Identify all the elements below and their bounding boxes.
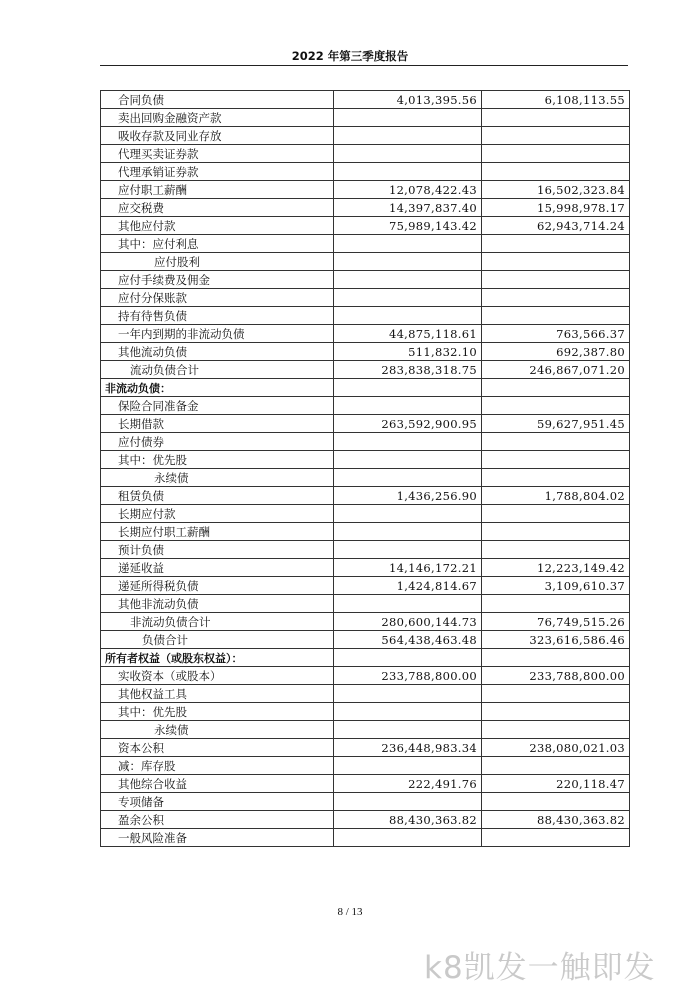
current-period-value — [334, 271, 482, 289]
current-period-value — [334, 235, 482, 253]
row-label: 应付职工薪酬 — [101, 181, 334, 199]
current-period-value — [334, 433, 482, 451]
row-label: 其他综合收益 — [101, 775, 334, 793]
current-period-value — [334, 127, 482, 145]
current-period-value: 222,491.76 — [334, 775, 482, 793]
table-row — [101, 109, 630, 127]
prior-period-value: 62,943,714.24 — [482, 217, 630, 235]
row-label: 专项储备 — [101, 793, 334, 811]
prior-period-value: 59,627,951.45 — [482, 415, 630, 433]
table-row — [101, 811, 630, 829]
prior-period-value — [482, 145, 630, 163]
table-row — [101, 631, 630, 649]
table-row — [101, 559, 630, 577]
prior-period-value: 233,788,800.00 — [482, 667, 630, 685]
current-period-value — [334, 505, 482, 523]
current-period-value — [334, 253, 482, 271]
current-period-value — [334, 721, 482, 739]
row-label: 负债合计 — [101, 631, 334, 649]
table-row — [101, 721, 630, 739]
table-row — [101, 505, 630, 523]
table-row — [101, 469, 630, 487]
current-period-value — [334, 469, 482, 487]
current-period-value — [334, 595, 482, 613]
current-period-value: 12,078,422.43 — [334, 181, 482, 199]
table-row — [101, 181, 630, 199]
row-label: 长期应付职工薪酬 — [101, 523, 334, 541]
current-period-value — [334, 451, 482, 469]
current-period-value: 1,424,814.67 — [334, 577, 482, 595]
row-label: 长期应付款 — [101, 505, 334, 523]
current-period-value — [334, 307, 482, 325]
prior-period-value — [482, 235, 630, 253]
table-row — [101, 253, 630, 271]
row-label: 所有者权益（或股东权益）： — [101, 649, 334, 667]
watermark-text: k8凯发一触即发 — [424, 950, 656, 986]
prior-period-value: 15,998,978.17 — [482, 199, 630, 217]
prior-period-value — [482, 649, 630, 667]
prior-period-value: 12,223,149.42 — [482, 559, 630, 577]
table-row — [101, 829, 630, 847]
report-title: 2022 年第三季度报告 — [291, 49, 409, 63]
table-row — [101, 235, 630, 253]
row-label: 实收资本（或股本） — [101, 667, 334, 685]
current-period-value: 236,448,983.34 — [334, 739, 482, 757]
current-period-value: 1,436,256.90 — [334, 487, 482, 505]
prior-period-value — [482, 433, 630, 451]
row-label: 卖出回购金融资产款 — [101, 109, 334, 127]
table-row — [101, 685, 630, 703]
current-period-value: 88,430,363.82 — [334, 811, 482, 829]
current-period-value: 4,013,395.56 — [334, 91, 482, 109]
section-header-row — [101, 649, 630, 667]
table-row — [101, 325, 630, 343]
table-row — [101, 91, 630, 109]
balance-sheet-body — [101, 91, 630, 847]
prior-period-value — [482, 793, 630, 811]
row-label: 持有待售负债 — [101, 307, 334, 325]
prior-period-value — [482, 685, 630, 703]
row-label: 保险合同准备金 — [101, 397, 334, 415]
table-row — [101, 577, 630, 595]
row-label: 流动负债合计 — [101, 361, 334, 379]
prior-period-value — [482, 595, 630, 613]
row-label: 代理承销证券款 — [101, 163, 334, 181]
current-period-value: 75,989,143.42 — [334, 217, 482, 235]
table-row — [101, 163, 630, 181]
prior-period-value: 16,502,323.84 — [482, 181, 630, 199]
table-row — [101, 433, 630, 451]
row-label: 代理买卖证券款 — [101, 145, 334, 163]
prior-period-value — [482, 757, 630, 775]
current-period-value: 14,397,837.40 — [334, 199, 482, 217]
current-period-value — [334, 703, 482, 721]
prior-period-value — [482, 505, 630, 523]
row-label: 合同负债 — [101, 91, 334, 109]
current-period-value — [334, 163, 482, 181]
table-row — [101, 703, 630, 721]
table-row — [101, 739, 630, 757]
row-label: 非流动负债： — [101, 379, 334, 397]
table-row — [101, 361, 630, 379]
table-row — [101, 343, 630, 361]
table-row — [101, 145, 630, 163]
balance-sheet-table — [100, 90, 630, 847]
current-period-value: 233,788,800.00 — [334, 667, 482, 685]
prior-period-value: 763,566.37 — [482, 325, 630, 343]
row-label: 预计负债 — [101, 541, 334, 559]
prior-period-value — [482, 451, 630, 469]
prior-period-value — [482, 523, 630, 541]
table-row — [101, 667, 630, 685]
current-period-value: 280,600,144.73 — [334, 613, 482, 631]
table-row — [101, 217, 630, 235]
current-period-value: 263,592,900.95 — [334, 415, 482, 433]
prior-period-value: 246,867,071.20 — [482, 361, 630, 379]
table-row — [101, 487, 630, 505]
row-label: 吸收存款及同业存放 — [101, 127, 334, 145]
prior-period-value — [482, 379, 630, 397]
prior-period-value — [482, 271, 630, 289]
prior-period-value — [482, 127, 630, 145]
prior-period-value — [482, 829, 630, 847]
table-row — [101, 775, 630, 793]
prior-period-value — [482, 469, 630, 487]
prior-period-value: 88,430,363.82 — [482, 811, 630, 829]
current-period-value — [334, 829, 482, 847]
prior-period-value: 3,109,610.37 — [482, 577, 630, 595]
section-header-row — [101, 379, 630, 397]
row-label: 资本公积 — [101, 739, 334, 757]
current-period-value — [334, 793, 482, 811]
table-row — [101, 757, 630, 775]
row-label: 非流动负债合计 — [101, 613, 334, 631]
current-period-value — [334, 289, 482, 307]
prior-period-value — [482, 703, 630, 721]
prior-period-value — [482, 397, 630, 415]
table-row — [101, 523, 630, 541]
prior-period-value — [482, 307, 630, 325]
prior-period-value — [482, 109, 630, 127]
row-label: 其他非流动负债 — [101, 595, 334, 613]
row-label: 永续债 — [101, 469, 334, 487]
current-period-value — [334, 541, 482, 559]
prior-period-value: 238,080,021.03 — [482, 739, 630, 757]
current-period-value: 44,875,118.61 — [334, 325, 482, 343]
table-row — [101, 289, 630, 307]
header-divider — [100, 65, 628, 66]
current-period-value: 283,838,318.75 — [334, 361, 482, 379]
current-period-value: 14,146,172.21 — [334, 559, 482, 577]
current-period-value: 564,438,463.48 — [334, 631, 482, 649]
table-row — [101, 541, 630, 559]
current-period-value — [334, 109, 482, 127]
prior-period-value: 692,387.80 — [482, 343, 630, 361]
prior-period-value — [482, 163, 630, 181]
row-label: 其他应付款 — [101, 217, 334, 235]
prior-period-value: 220,118.47 — [482, 775, 630, 793]
current-period-value: 511,832.10 — [334, 343, 482, 361]
row-label: 减：库存股 — [101, 757, 334, 775]
prior-period-value: 76,749,515.26 — [482, 613, 630, 631]
table-row — [101, 595, 630, 613]
current-period-value — [334, 397, 482, 415]
table-row — [101, 415, 630, 433]
row-label: 递延所得税负债 — [101, 577, 334, 595]
row-label: 应交税费 — [101, 199, 334, 217]
prior-period-value: 323,616,586.46 — [482, 631, 630, 649]
prior-period-value: 1,788,804.02 — [482, 487, 630, 505]
prior-period-value — [482, 721, 630, 739]
current-period-value — [334, 685, 482, 703]
row-label: 应付债券 — [101, 433, 334, 451]
current-period-value — [334, 523, 482, 541]
row-label: 递延收益 — [101, 559, 334, 577]
table-row — [101, 451, 630, 469]
row-label: 其他流动负债 — [101, 343, 334, 361]
current-period-value — [334, 145, 482, 163]
row-label: 其他权益工具 — [101, 685, 334, 703]
table-row — [101, 613, 630, 631]
current-period-value — [334, 379, 482, 397]
table-row — [101, 271, 630, 289]
row-label: 盈余公积 — [101, 811, 334, 829]
row-label: 其中：优先股 — [101, 451, 334, 469]
current-period-value — [334, 757, 482, 775]
current-period-value — [334, 649, 482, 667]
row-label: 其中：优先股 — [101, 703, 334, 721]
prior-period-value — [482, 541, 630, 559]
prior-period-value: 6,108,113.55 — [482, 91, 630, 109]
row-label: 长期借款 — [101, 415, 334, 433]
table-row — [101, 307, 630, 325]
row-label: 一般风险准备 — [101, 829, 334, 847]
row-label: 租赁负债 — [101, 487, 334, 505]
prior-period-value — [482, 253, 630, 271]
table-row — [101, 793, 630, 811]
row-label: 永续债 — [101, 721, 334, 739]
page-number: 8 / 13 — [337, 906, 363, 918]
table-row — [101, 397, 630, 415]
row-label: 应付手续费及佣金 — [101, 271, 334, 289]
row-label: 其中：应付利息 — [101, 235, 334, 253]
prior-period-value — [482, 289, 630, 307]
row-label: 应付分保账款 — [101, 289, 334, 307]
table-row — [101, 127, 630, 145]
row-label: 一年内到期的非流动负债 — [101, 325, 334, 343]
table-row — [101, 199, 630, 217]
row-label: 应付股利 — [101, 253, 334, 271]
